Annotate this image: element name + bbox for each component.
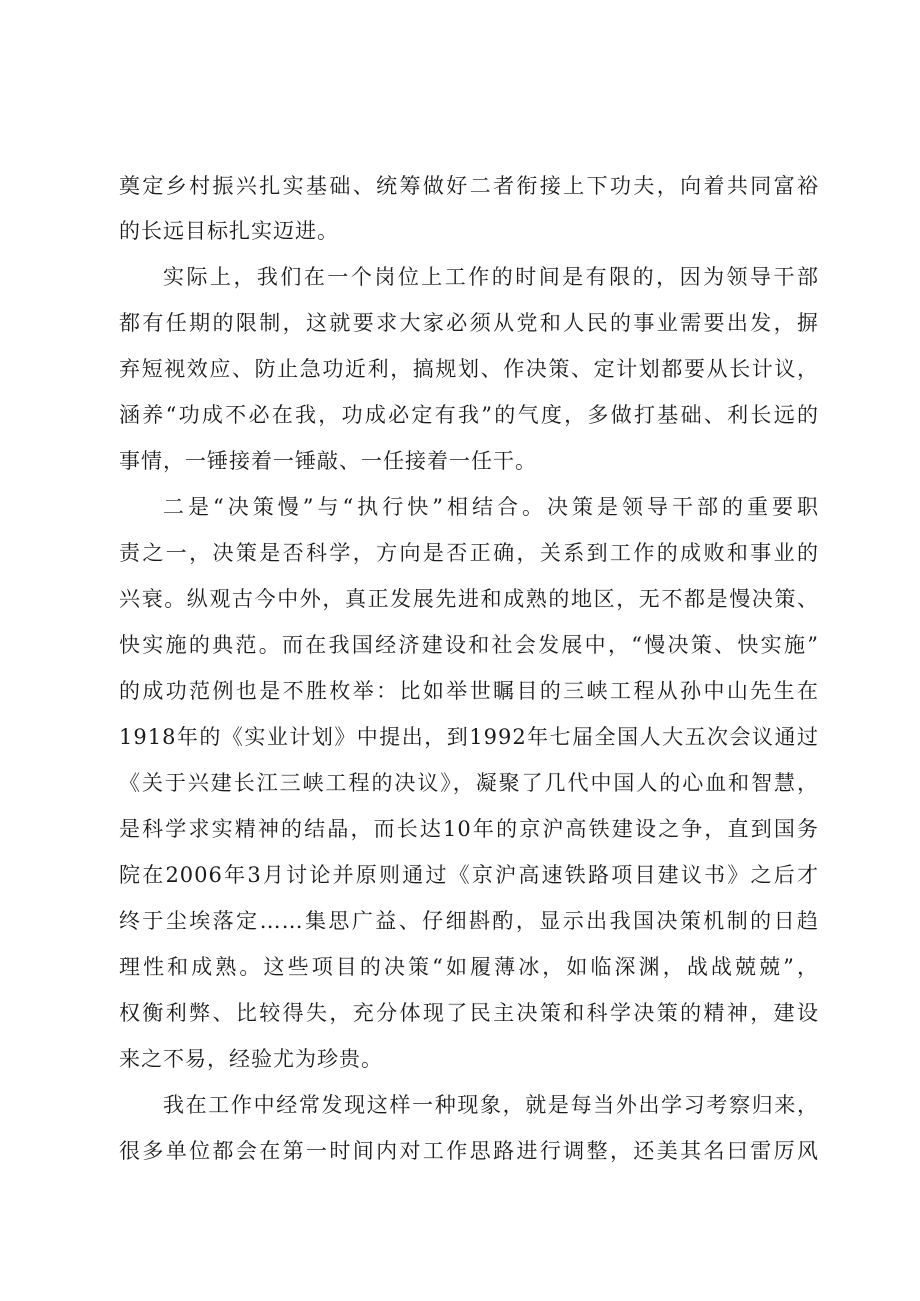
text-line-16: 院在2006年3月讨论并原则通过《京沪高速铁路项目建议书》之后才 — [119, 863, 819, 887]
text-line-18: 理性和成熟。这些项目的决策“如履薄冰，如临深渊，战战兢兢”， — [119, 955, 819, 979]
text-line-9: 责之一，决策是否科学，方向是否正确，关系到工作的成败和事业的 — [119, 541, 819, 565]
text-line-6: 涵养“功成不必在我，功成必定有我”的气度，多做打基础、利长远的 — [119, 403, 819, 427]
text-line-13: 1918年的《实业计划》中提出，到1992年七届全国人大五次会议通过 — [119, 725, 819, 749]
text-line-4: 都有任期的限制，这就要求大家必须从党和人民的事业需要出发，摒 — [119, 311, 819, 335]
text-line-22: 很多单位都会在第一时间内对工作思路进行调整，还美其名曰雷厉风 — [119, 1139, 819, 1163]
text-line-11: 快实施的典范。而在我国经济建设和社会发展中，“慢决策、快实施” — [119, 633, 819, 657]
text-line-12: 的成功范例也是不胜枚举：比如举世瞩目的三峡工程从孙中山先生在 — [119, 679, 819, 703]
text-line-1: 奠定乡村振兴扎实基础、统筹做好二者衔接上下功夫，向着共同富裕 — [119, 174, 819, 198]
paragraph-start-line: 我在工作中经常发现这样一种现象，就是每当外出学习考察归来， — [163, 1093, 819, 1117]
paragraph-start-line: 二是“决策慢”与“执行快”相结合。决策是领导干部的重要职 — [163, 495, 819, 519]
text-line-10: 兴衰。纵观古今中外，真正发展先进和成熟的地区，无不都是慢决策、 — [119, 587, 819, 611]
text-line-5: 弃短视效应、防止急功近利，搞规划、作决策、定计划都要从长计议， — [119, 357, 819, 381]
text-line-17: 终于尘埃落定……集思广益、仔细斟酌，显示出我国决策机制的日趋 — [119, 909, 819, 933]
text-line-19: 权衡利弊、比较得失，充分体现了民主决策和科学决策的精神，建设 — [119, 1001, 819, 1025]
text-line-14: 《关于兴建长江三峡工程的决议》，凝聚了几代中国人的心血和智慧， — [119, 771, 819, 795]
text-line-7: 事情，一锤接着一锤敲、一任接着一任干。 — [119, 449, 537, 473]
paragraph-start-line: 实际上，我们在一个岗位上工作的时间是有限的，因为领导干部 — [163, 265, 819, 289]
text-line-20: 来之不易，经验尤为珍贵。 — [119, 1047, 383, 1071]
text-line-2: 的长远目标扎实迈进。 — [119, 219, 339, 243]
text-line-15: 是科学求实精神的结晶，而长达10年的京沪高铁建设之争，直到国务 — [119, 817, 819, 841]
